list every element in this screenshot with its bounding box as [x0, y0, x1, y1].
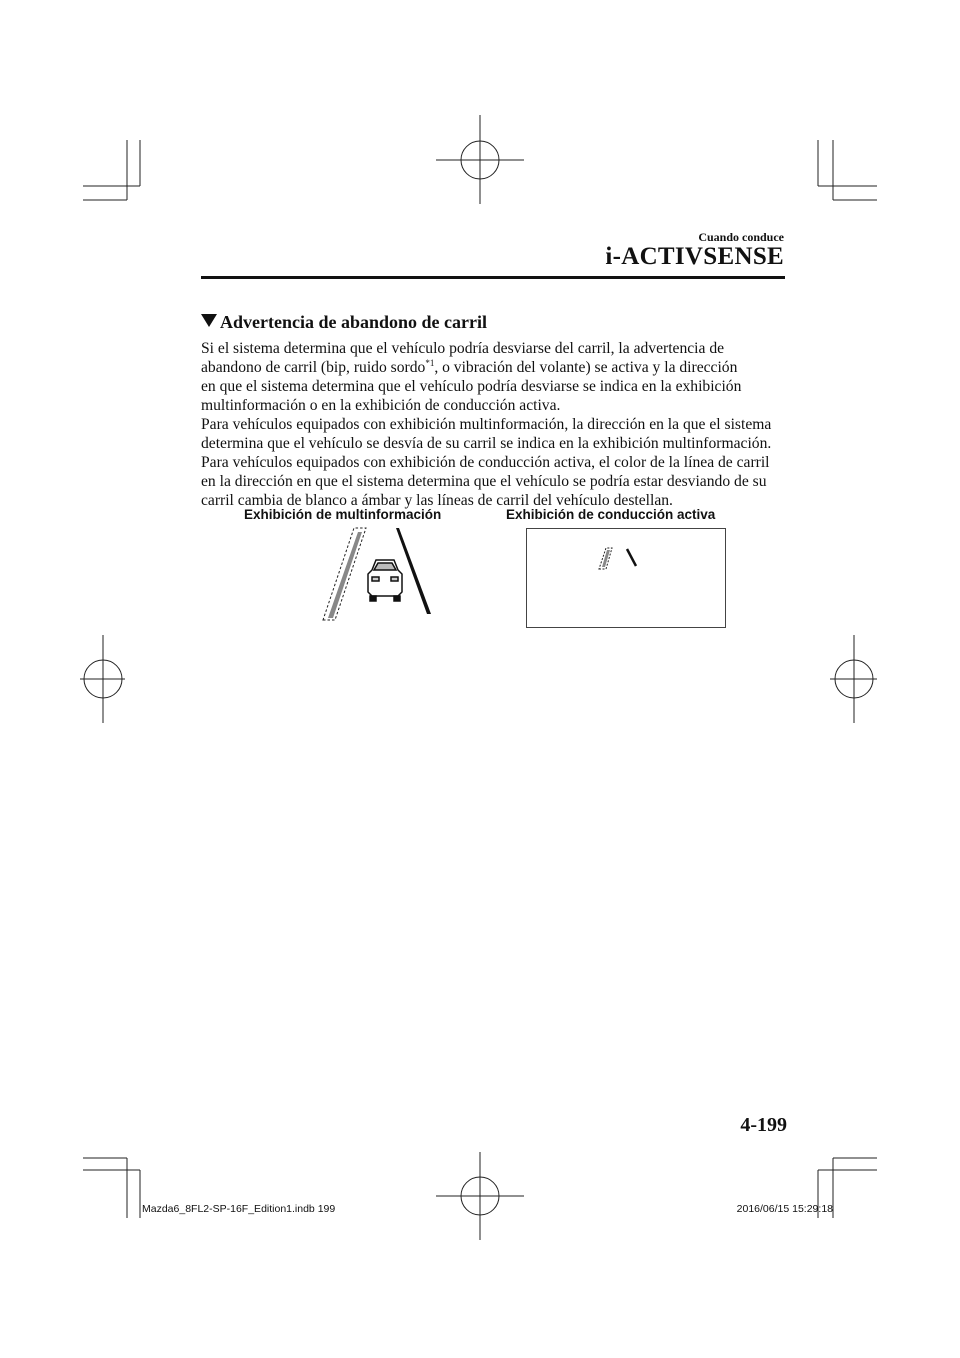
body-line: Si el sistema determina que el vehículo podría desviarse del carril, la advertencia de — [201, 340, 725, 357]
triangle-bullet-icon — [201, 314, 217, 327]
footer-filename: Mazda6_8FL2-SP-16F_Edition1.indb 199 — [142, 1203, 336, 1215]
body-line: carril cambia de blanco a ámbar y las líneas de carril del vehículo destellan. — [201, 492, 673, 509]
multinformation-display-illustration — [310, 522, 440, 622]
section-heading-text: Advertencia de abandono de carril — [220, 312, 487, 332]
figure-label-active-driving: Exhibición de conducción activa — [506, 507, 716, 522]
running-header-section: Cuando conduce — [698, 230, 784, 244]
left-lane-warning-line — [328, 532, 362, 618]
body-line: Para vehículos equipados con exhibición multinformación, la dirección en la que el sistema — [201, 416, 772, 433]
footer-timestamp: 2016/06/15 15:29:18 — [736, 1203, 833, 1215]
body-paragraph — [201, 339, 791, 510]
body-line: en que el sistema determina que el vehículo podría desviarse se indica en la exhibición — [201, 378, 742, 395]
body-line — [201, 358, 791, 377]
active-driving-display-illustration — [526, 528, 726, 628]
section-heading — [201, 312, 487, 333]
right-lane-line — [396, 528, 431, 614]
figure-label-multinformation: Exhibición de multinformación — [244, 507, 442, 522]
running-header-title: i-ACTIVSENSE — [605, 243, 784, 270]
body-line: en la dirección en que el sistema determina que el vehículo se podría estar desviando de su — [201, 473, 767, 490]
header-divider — [201, 276, 785, 279]
body-line: determina que el vehículo se desvía de su carril se indica en la exhibición multinformación. — [201, 435, 772, 452]
body-line: Para vehículos equipados con exhibición de conducción activa, el color de la línea de carril — [201, 454, 770, 471]
page-number: 4-199 — [740, 1114, 787, 1136]
footnote-marker: *1 — [425, 357, 435, 368]
body-line: multinformación o en la exhibición de conducción activa. — [201, 397, 561, 414]
car-rear-icon — [368, 560, 402, 601]
body-line-text: abandono de carril (bip, ruido sordo — [201, 359, 426, 376]
body-line-text: , o vibración del volante) se activa y la dirección — [434, 359, 738, 376]
